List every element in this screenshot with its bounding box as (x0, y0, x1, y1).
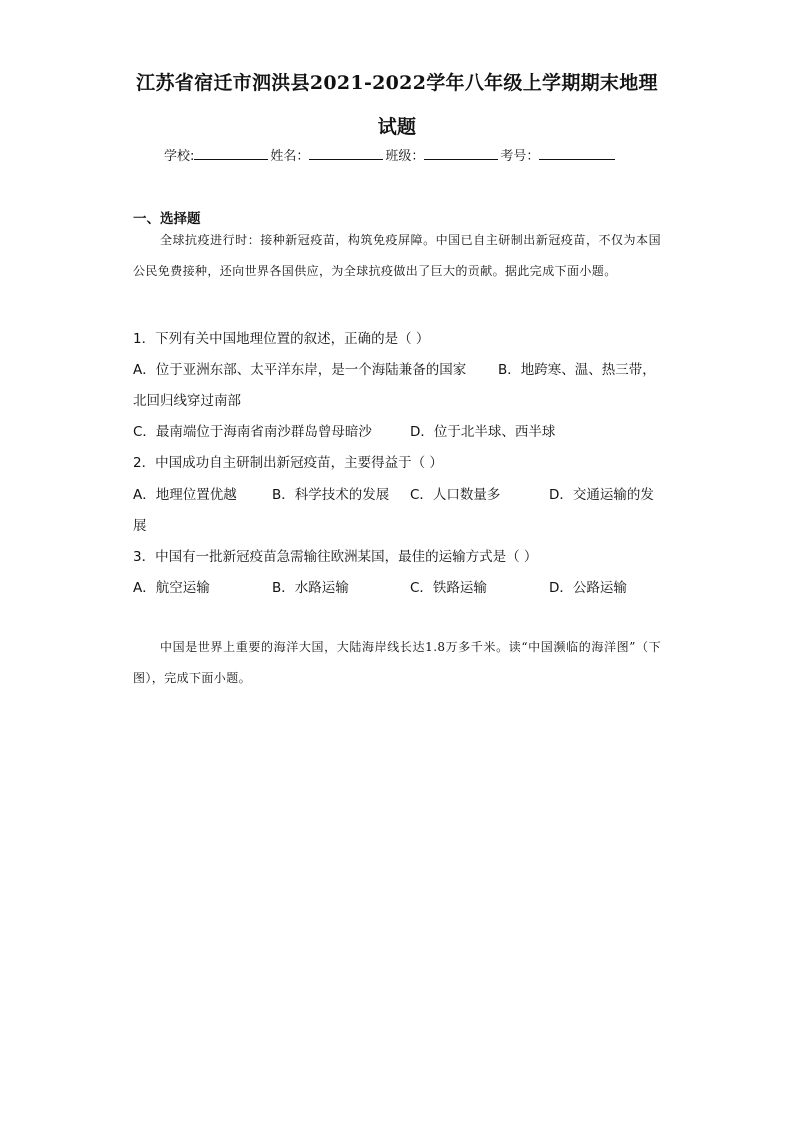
question-2-option-d-continued: 展 (133, 518, 147, 534)
name-blank[interactable] (309, 147, 383, 160)
question-3-option-b: B．水路运输 (272, 580, 349, 596)
question-2-option-c: C．人口数量多 (410, 487, 501, 503)
question-1-option-a: A．位于亚洲东部、太平洋东岸，是一个海陆兼备的国家 (133, 362, 467, 378)
school-blank[interactable] (194, 147, 268, 160)
question-2-option-a: A．地理位置优越 (133, 487, 237, 503)
question-1-stem: 1．下列有关中国地理位置的叙述，正确的是（ ） (133, 331, 430, 347)
reading-passage-1: 全球抗疫进行时：接种新冠疫苗，构筑免疫屏障。中国已自主研制出新冠疫苗，不仅为本国公民免费接种，还向世界各国供应，为全球抗疫做出了巨大的贡献。据此完成下面小题。 (133, 233, 661, 278)
question-1-option-d: D．位于北半球、西半球 (410, 424, 556, 440)
question-3-option-c: C．铁路运输 (410, 580, 487, 596)
question-2-stem: 2．中国成功自主研制出新冠疫苗，主要得益于（ ） (133, 455, 443, 471)
student-info-row (164, 145, 617, 164)
question-1-option-b-continued: 北回归线穿过南部 (133, 393, 241, 409)
class-label: 班级： (385, 149, 425, 164)
section-heading: 一、选择题 (133, 211, 201, 227)
exam-no-label: 考号： (500, 149, 540, 164)
question-3-option-a: A．航空运输 (133, 580, 210, 596)
question-1-option-b: B．地跨寒、温、热三带， (498, 362, 656, 378)
exam-title-continued: 试题 (377, 116, 417, 138)
name-label: 姓名： (270, 149, 310, 164)
question-2-option-b: B．科学技术的发展 (272, 487, 390, 503)
exam-title: 江苏省宿迁市泗洪县2021-2022学年八年级上学期期末地理 (136, 72, 658, 94)
reading-passage-2: 中国是世界上重要的海洋大国，大陆海岸线长达1.8万多千米。读“中国濒临的海洋图”（下图），完成下面小题。 (133, 640, 661, 685)
question-3-stem: 3．中国有一批新冠疫苗急需输往欧洲某国，最佳的运输方式是（ ） (133, 549, 538, 565)
class-blank[interactable] (424, 147, 498, 160)
question-1-option-c: C．最南端位于海南省南沙群岛曾母暗沙 (133, 424, 372, 440)
question-3-option-d: D．公路运输 (549, 580, 627, 596)
question-2-option-d: D．交通运输的发 (549, 487, 654, 503)
school-label: 学校: (164, 149, 195, 164)
exam-no-blank[interactable] (539, 147, 615, 160)
